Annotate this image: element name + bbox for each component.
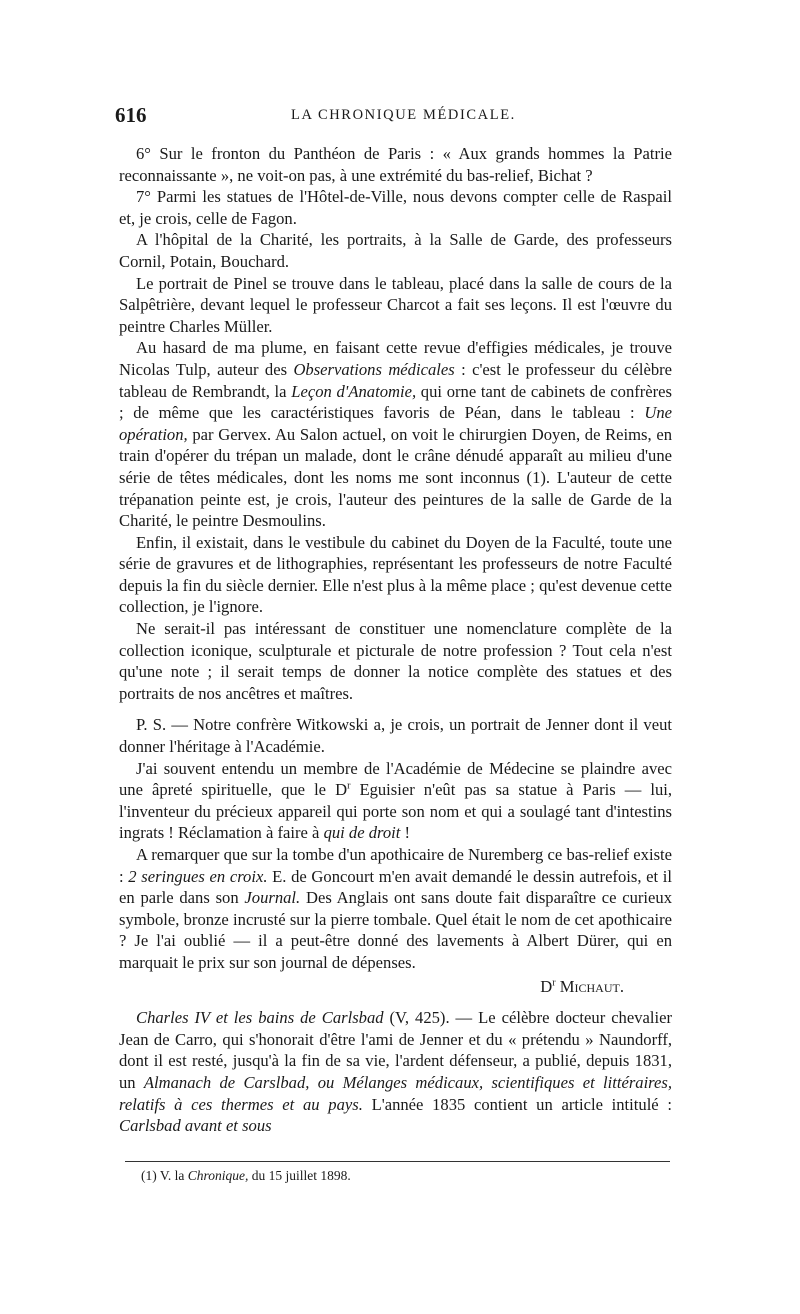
paragraph-eguisier [119,758,672,844]
paragraph-postscript: P. S. — Notre confrère Witkowski a, je crois, un portrait de Jenner dont il veut donner l'héritage à l'Académie. [119,715,672,757]
paragraph-charite: A l'hôpital de la Charité, les portraits, à la Salle de Garde, des professeurs Cornil, Potain, Bouchard. [119,230,672,271]
italic-title: Journal. [244,888,301,908]
text-run: Eguisier n'eût pas sa statue à Paris — lui, l'inventeur du précieux appareil qui porte son nom et qui a soulagé tant d'intestins ingrats ! Réclamation à faire à [119,780,673,843]
text-run: du 15 juillet 1898. [248,1168,351,1183]
running-title: LA CHRONIQUE MÉDICALE. [291,107,516,123]
text-run: L'année 1835 contient un article intitulé : [362,1094,672,1114]
paragraph-pantheon: 6° Sur le fronton du Panthéon de Paris : « Aux grands hommes la Patrie reconnaissante », ne voit-on pas, à une extrémité du bas-relief, Bichat ? [119,144,672,185]
text-run: A remarquer que sur la tombe d'un apothicaire de Nuremberg ce bas-relief existe : [119,845,672,886]
text-run: (1) V. la [141,1168,188,1183]
main-text [119,143,672,1137]
text-run: (V, 425). — Le célèbre docteur chevalier Jean de Carro, qui s'honorait d'être l'ami de Jenner et du « prétendu » Naundorff, dont il est resté, jusqu'à la fin de sa vie, l'ardent défenseur, a publié, depuis 1831, un [119,1008,672,1092]
author-signature [119,976,672,998]
italic-phrase: qui de droit [323,823,401,843]
text-run: qui orne tant de cabinets de confrères ; de même que les caractéristiques favoris de Péan, dans le tableau : [119,381,673,423]
italic-title: Carlsbad avant et sous [119,1116,272,1136]
text-run: D [540,976,553,996]
paragraph-nomenclature: Ne serait-il pas intéressant de constituer une nomenclature complète de la collection iconique, sculpturale et picturale de notre profession ? Tout cela n'est qu'une note ; il serait temps de donner la notice complète des statues et des portraits de nos ancêtres et maîtres. [119,619,672,703]
paragraph-effigies [119,337,672,531]
footnote-divider [125,1161,670,1162]
text-run: par Gervex. Au Salon actuel, on voit le chirurgien Doyen, de Reims, en train d'opérer du trépan un malade, dont le crâne dénudé apparaît au milieu d'une série de têtes médicales, dont les noms me sont inconnus (1). L'auteur de cette trépanation peinte est, je crois, l'auteur des peintures de la salle de Garde de la Charité, le peintre Desmoulins. [119,424,672,531]
text-run: Au hasard de ma plume, en faisant cette revue d'effigies médicales, je trouve Nicolas Tulp, auteur des [119,338,672,379]
text-run: J'ai souvent entendu un membre de l'Académie de Médecine se plaindre avec une âpreté spirituelle, que le D [119,758,672,800]
italic-title: Almanach de Carslbad, ou Mélanges médicaux, scientifiques et littéraires, relatifs à ces thermes et au pays. [119,1072,672,1114]
text-run: E. de Goncourt m'en avait demandé le dessin autrefois, et il en parle dans son [119,866,672,908]
italic-phrase: 2 seringues en croix. [128,866,268,886]
text-run: Des Anglais ont sans doute fait disparaître ce curieux symbole, bronze incrusté sur la pierre tombale. Quel était le nom de cet apothicaire ? Je l'ai oublié — il a peut-être donné des lavements à Albert Dürer, qui en marquait le prix sur son journal de dépenses. [119,888,673,972]
page-header [115,103,675,127]
paragraph-carlsbad [119,1007,672,1137]
superscript: r [552,977,556,989]
author-name: Michaut. [559,976,624,996]
italic-title: Charles IV et les bains de Carlsbad [136,1008,384,1028]
text-run: ! [400,823,411,843]
page-number: 616 [115,103,147,127]
footnote [141,1167,351,1185]
italic-title: Observations médicales [293,359,455,379]
superscript: r [347,780,351,792]
italic-title: Une opération, [119,403,672,444]
italic-title: Chronique, [187,1168,249,1183]
paragraph-pinel: Le portrait de Pinel se trouve dans le tableau, placé dans la salle de cours de la Salpêtrière, devant lequel le professeur Charcot a fait ses leçons. Il est l'œuvre du peintre Charles Müller. [119,273,672,336]
paragraph-nuremberg [119,844,672,974]
text-run: : c'est le professeur du célèbre tableau de Rembrandt, la [119,359,673,401]
paragraph-hotel-de-ville: 7° Parmi les statues de l'Hôtel-de-Ville, nous devons compter celle de Raspail et, je crois, celle de Fagon. [119,187,672,228]
italic-title: Leçon d'Anatomie, [291,381,417,401]
paragraph-faculte: Enfin, il existait, dans le vestibule du cabinet du Doyen de la Faculté, toute une série de gravures et de lithographies, représentant les professeurs de notre Faculté depuis la fin du siècle dernier. Elle n'est plus à la même place ; qu'est devenue cette collection, je l'ignore. [119,532,672,617]
